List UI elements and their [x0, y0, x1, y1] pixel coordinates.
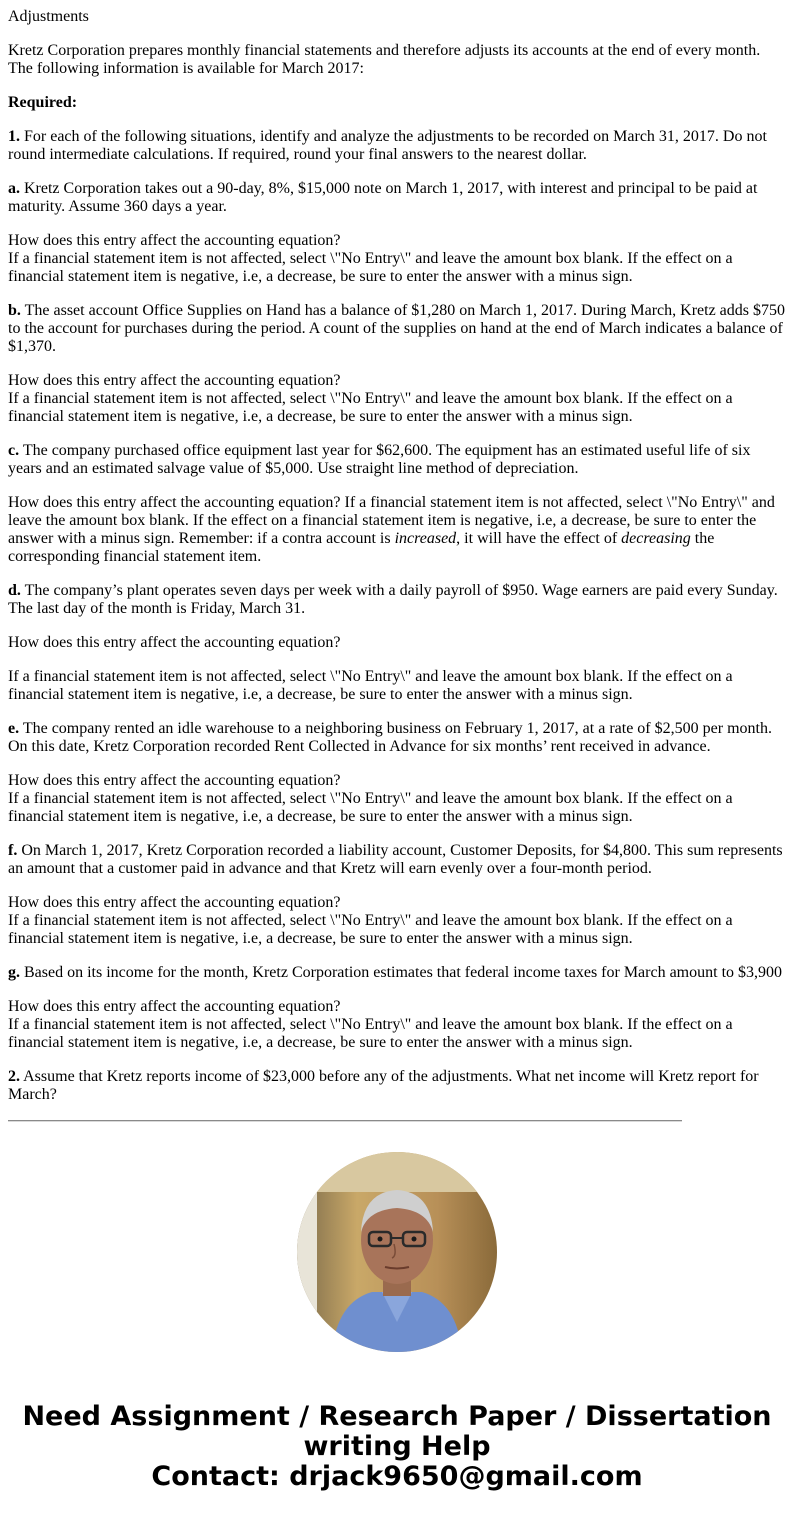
item-e-question: How does this entry affect the accounting equation? If a financial statement item is not affected, select \"No Entry\" and leave the amount box blank. If the effect on a financial statement item is negative, i.e, a decrease, be sure to enter the answer with a minus sign. [8, 772, 733, 825]
item-c-question: How does this entry affect the accounting equation? If a financial statement item is not affected, select \"No Entry\" and leave the amount box blank. If the effect on a financial statement item is negative, i.e, a decrease, be sure to enter the answer with a minus sign. Remember: if a contra account is increased, it will have the effect of decreasing the corresponding financial statement item. [8, 494, 775, 565]
contact-email: Contact: drjack9650@gmail.com [151, 1461, 643, 1492]
question-2: 2. Assume that Kretz reports income of $23,000 before any of the adjustments. What net income will Kretz report for March? [8, 1068, 759, 1103]
item-letter: a. [8, 180, 20, 197]
question-number: 1. [8, 128, 20, 145]
item-c: c. The company purchased office equipment last year for $62,600. The equipment has an estimated useful life of six years and an estimated salvage value of $5,000. Use straight line method of depreciation. [8, 442, 751, 477]
item-a-question: How does this entry affect the accounting equation? If a financial statement item is not affected, select \"No Entry\" and leave the amount box blank. If the effect on a financial statement item is negative, i.e, a decrease, be sure to enter the answer with a minus sign. [8, 232, 733, 285]
question-1: 1. For each of the following situations, identify and analyze the adjustments to be recorded on March 31, 2017. Do not round intermediate calculations. If required, round your final answers to the nearest dollar. [8, 128, 767, 163]
banner-line-2: writing Help [303, 1431, 491, 1462]
item-letter: g. [8, 964, 20, 981]
item-b-question: How does this entry affect the accounting equation? If a financial statement item is not affected, select \"No Entry\" and leave the amount box blank. If the effect on a financial statement item is negative, i.e, a decrease, be sure to enter the answer with a minus sign. [8, 372, 733, 425]
item-d: d. The company’s plant operates seven days per week with a daily payroll of $950. Wage earners are paid every Sunday. The last day of the month is Friday, March 31. [8, 582, 778, 617]
item-letter: e. [8, 720, 20, 737]
item-letter: b. [8, 302, 21, 319]
question-number: 2. [8, 1068, 20, 1085]
contact-banner [8, 1402, 786, 1492]
banner-line-1: Need Assignment / Research Paper / Dissertation [22, 1401, 772, 1432]
author-portrait-image [297, 1152, 497, 1352]
item-d-question: How does this entry affect the accounting equation? [8, 634, 341, 651]
item-f: f. On March 1, 2017, Kretz Corporation recorded a liability account, Customer Deposits, for $4,800. This sum represents an amount that a customer paid in advance and that Kretz will earn evenly over a four-month period. [8, 842, 783, 877]
item-d-instructions: If a financial statement item is not affected, select \"No Entry\" and leave the amount box blank. If the effect on a financial statement item is negative, i.e, a decrease, be sure to enter the answer with a minus sign. [8, 668, 733, 703]
required-heading: Required: [8, 94, 78, 111]
item-g-question: How does this entry affect the accounting equation? If a financial statement item is not affected, select \"No Entry\" and leave the amount box blank. If the effect on a financial statement item is negative, i.e, a decrease, be sure to enter the answer with a minus sign. [8, 998, 733, 1051]
intro-paragraph: Kretz Corporation prepares monthly financial statements and therefore adjusts its accounts at the end of every month. The following information is available for March 2017: [8, 42, 761, 77]
item-b: b. The asset account Office Supplies on Hand has a balance of $1,280 on March 1, 2017. During March, Kretz adds $750 to the account for purchases during the period. A count of the supplies on hand at the end of March indicates a balance of $1,370. [8, 302, 785, 355]
item-a: a. Kretz Corporation takes out a 90-day, 8%, $15,000 note on March 1, 2017, with interest and principal to be paid at maturity. Assume 360 days a year. [8, 180, 758, 215]
doc-title: Adjustments [8, 8, 89, 25]
avatar [297, 1152, 497, 1352]
avatar-container [8, 1152, 786, 1352]
item-f-question: How does this entry affect the accounting equation? If a financial statement item is not affected, select \"No Entry\" and leave the amount box blank. If the effect on a financial statement item is negative, i.e, a decrease, be sure to enter the answer with a minus sign. [8, 894, 733, 947]
item-letter: c. [8, 442, 20, 459]
item-letter: d. [8, 582, 21, 599]
item-e: e. The company rented an idle warehouse to a neighboring business on February 1, 2017, at a rate of $2,500 per month. On this date, Kretz Corporation recorded Rent Collected in Advance for six months’ rent received in advance. [8, 720, 772, 755]
item-g: g. Based on its income for the month, Kretz Corporation estimates that federal income taxes for March amount to $3,900 [8, 964, 783, 981]
divider [8, 1120, 682, 1122]
item-letter: f. [8, 842, 18, 859]
